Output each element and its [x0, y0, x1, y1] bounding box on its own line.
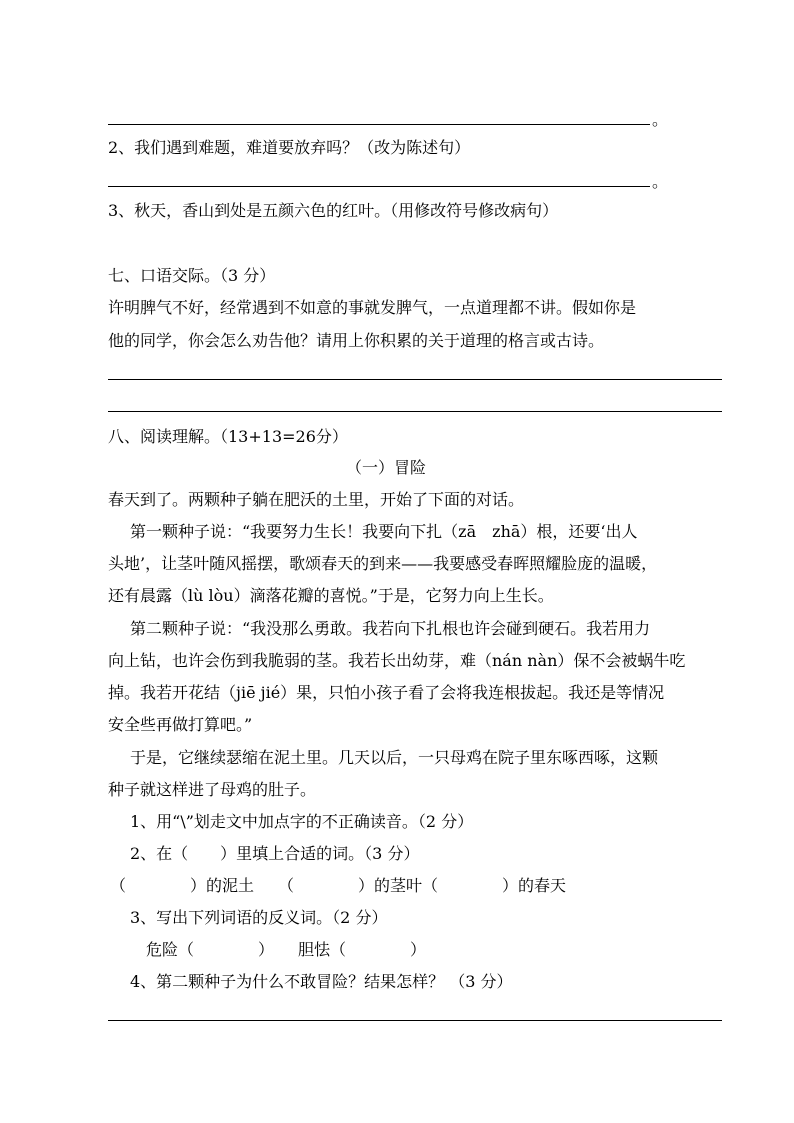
reading-question-4: 4、第二颗种子为什么不敢冒险？结果怎样？ （3 分） [130, 972, 513, 991]
answer-line-4[interactable] [108, 411, 722, 412]
story-title: （一）冒险 [346, 458, 427, 477]
story-line-9: 于是，它继续瑟缩在泥土里。几天以后，一只母鸡在院子里东啄西啄，这颗 [130, 748, 659, 767]
section-7-title: 七、口语交际。（3 分） [108, 266, 276, 285]
end-period-2: 。 [652, 172, 669, 191]
answer-line-3[interactable] [108, 379, 722, 380]
story-line-6: 向上钻，也许会伤到我脆弱的茎。我若长出幼芽，难（nán nàn）保不会被蜗牛吃 [108, 651, 686, 670]
answer-line-5[interactable] [108, 1020, 722, 1021]
story-line-10: 种子就这样进了母鸡的肚子。 [108, 780, 317, 799]
end-period-1: 。 [652, 110, 669, 129]
story-line-1: 春天到了。两颗种子躺在肥沃的土里，开始了下面的对话。 [108, 490, 525, 509]
story-line-5: 第二颗种子说：“我没那么勇敢。我若向下扎根也许会碰到硬石。我若用力 [130, 619, 651, 638]
question-3: 3、秋天，香山到处是五颜六色的红叶。（用修改符号修改病句） [108, 201, 559, 220]
story-line-4: 还有晨露（lù lòu）滴落花瓣的喜悦。”于是，它努力向上生长。 [108, 586, 554, 605]
reading-question-1: 1、用“\”划走文中加点字的不正确读音。（2 分） [130, 812, 474, 831]
story-line-3: 头地’，让茎叶随风摇摆，歌颂春天的到来——我要感受春晖照耀脸庞的温暖， [108, 554, 658, 573]
reading-question-3-blanks[interactable]: 危险（ ） 胆怯（ ） [146, 940, 427, 959]
reading-question-2: 2、在（ ）里填上合适的词。（3 分） [130, 844, 420, 863]
section-7-paragraph-1: 许明脾气不好，经常遇到不如意的事就发脾气，一点道理都不讲。假如你是 [108, 298, 637, 317]
reading-question-3: 3、写出下列词语的反义词。（2 分） [130, 908, 388, 927]
story-line-2: 第一颗种子说：“我要努力生长！我要向下扎（zā zhā）根，还要‘出人 [130, 522, 638, 541]
section-7-paragraph-2: 他的同学，你会怎么劝告他？请用上你积累的关于道理的格言或古诗。 [108, 331, 605, 350]
answer-line-1[interactable] [108, 124, 650, 125]
question-2: 2、我们遇到难题，难道要放弃吗？（改为陈述句） [108, 138, 471, 157]
reading-question-2-blanks[interactable]: （ ）的泥土 （ ）的茎叶（ ）的春天 [110, 876, 567, 895]
answer-line-2[interactable] [108, 186, 650, 187]
story-line-8: 安全些再做打算吧。” [108, 715, 253, 734]
section-8-title: 八、阅读理解。（13+13=26分） [108, 427, 348, 446]
story-line-7: 掉。我若开花结（jiē jié）果，只怕小孩子看了会将我连根拔起。我还是等情况 [108, 683, 665, 702]
